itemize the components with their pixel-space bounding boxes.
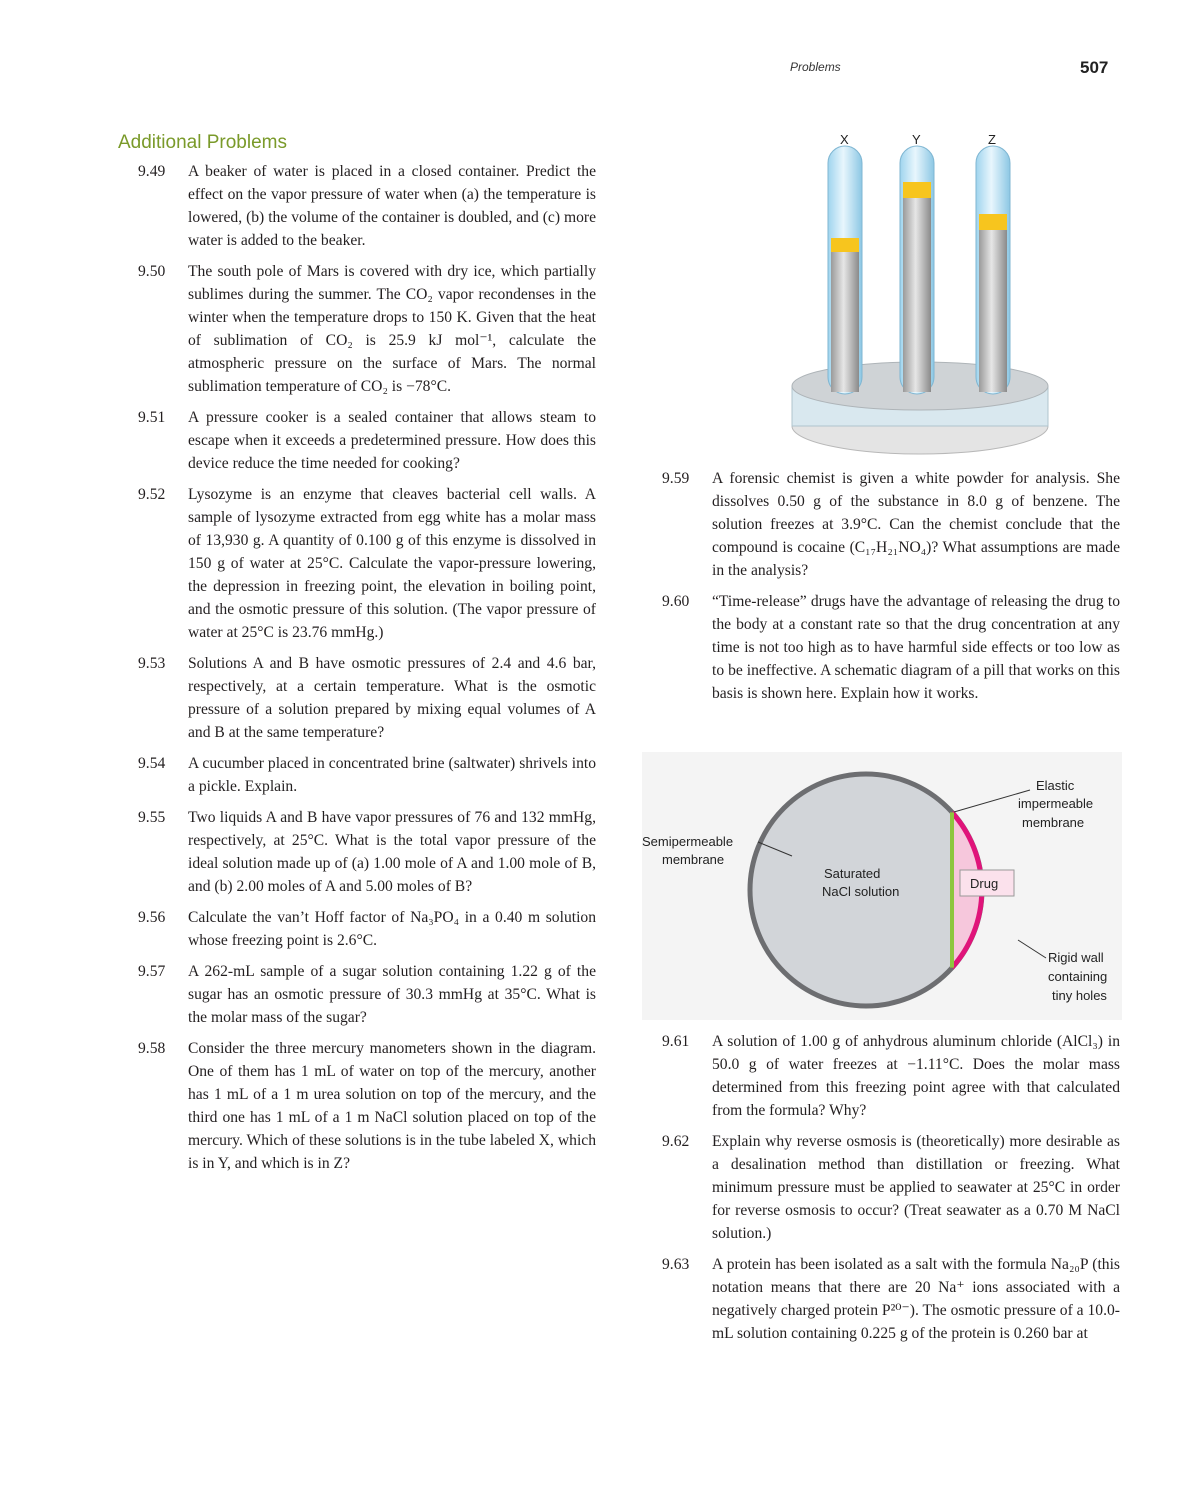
problem-9-58 (118, 1037, 596, 1175)
problem-text: Calculate the van’t Hoff factor of Na₃PO₄ in a 0.40 m solution whose freezing point is 2.6°C. (188, 909, 596, 949)
saturated-label-2: NaCl solution (822, 884, 900, 899)
elastic-label-2: impermeable (1018, 796, 1094, 811)
tube-x (828, 146, 862, 394)
tube-label-y: Y (912, 132, 921, 147)
right-column-top (648, 467, 1120, 713)
drug-label: Drug (970, 876, 999, 891)
problem-9-56 (118, 906, 596, 952)
problem-number: 9.55 (138, 809, 166, 826)
problem-number: 9.62 (662, 1133, 690, 1150)
problem-text: A beaker of water is placed in a closed container. Predict the effect on the vapor pressure of water when (a) the temperature is lowered, (b) the volume of the container is doubled, and (c) more water is added to the beaker. (188, 163, 596, 249)
problem-number: 9.61 (662, 1033, 690, 1050)
problem-text: Explain why reverse osmosis is (theoretically) more desirable as a desalination method than distillation or freezing. What minimum pressure must be applied to seawater at 25°C in order for reverse osmosis to occur? (Treat seawater as a 0.70 M NaCl solution.) (712, 1133, 1120, 1242)
problem-number: 9.51 (138, 409, 166, 426)
problem-text: “Time-release” drugs have the advantage of releasing the drug to the body at a constant rate so that the drug concentration at any time is not too high as to have harmful side effects or too low as to be ineffective. A schematic diagram of a pill that works on this basis is shown here. Explain how it works. (712, 593, 1120, 702)
problem-number: 9.63 (662, 1256, 690, 1273)
elastic-label-1: Elastic (1036, 778, 1075, 793)
problem-text: A protein has been isolated as a salt with the formula Na₂₀P (this notation means that there are 20 Na⁺ ions associated with a negatively charged protein P²⁰⁻). The osmotic pressure of a 10.0-mL solution containing 0.225 g of the protein is 0.260 bar at (712, 1256, 1120, 1342)
running-head: Problems (790, 60, 841, 74)
problem-number: 9.56 (138, 909, 166, 926)
problem-9-57 (118, 960, 596, 1029)
page-number: 507 (1080, 58, 1109, 77)
section-heading: Additional Problems (118, 132, 287, 153)
problem-9-60 (648, 590, 1120, 705)
problem-text: A solution of 1.00 g of anhydrous aluminum chloride (AlCl₃) in 50.0 g of water freezes at −1.11°C. Does the molar mass determined from this freezing point agree with that calculated from the formula? Why? (712, 1033, 1120, 1119)
rigid-label-3: tiny holes (1052, 988, 1107, 1003)
problem-number: 9.54 (138, 755, 166, 772)
problem-text: A forensic chemist is given a white powder for analysis. She dissolves 0.50 g of the substance in 8.0 g of benzene. The solution freezes at 3.9°C. Can the chemist conclude that the compound is cocaine (C₁₇H₂₁NO₄)? What assumptions are made in the analysis? (712, 470, 1120, 579)
rigid-leader (1018, 940, 1046, 958)
tube-label-x: X (840, 132, 849, 147)
rigid-label-1: Rigid wall (1048, 950, 1104, 965)
problem-text: A cucumber placed in concentrated brine (saltwater) shrivels into a pickle. Explain. (188, 755, 596, 795)
problem-number: 9.57 (138, 963, 166, 980)
tube-label-z: Z (988, 132, 996, 147)
rigid-label-2: containing (1048, 969, 1108, 984)
problem-text: Solutions A and B have osmotic pressures of 2.4 and 4.6 bar, respectively, at a certain temperature. What is the osmotic pressure of a solution prepared by mixing equal volumes of A and B at the same temperature? (188, 655, 596, 741)
problem-number: 9.59 (662, 470, 690, 487)
problem-text: Lysozyme is an enzyme that cleaves bacterial cell walls. A sample of lysozyme extracted from egg white has a molar mass of 13,930 g. A quantity of 0.100 g of this enzyme is dissolved in 150 g of water at 25°C. Calculate the vapor-pressure lowering, the depression in freezing point, the elevation in boiling point, and the osmotic pressure of this solution. (The vapor pressure of water at 25°C is 23.76 mmHg.) (188, 486, 596, 641)
problem-number: 9.49 (138, 163, 166, 180)
tube-y (900, 146, 934, 394)
tube-z (976, 146, 1010, 394)
problem-9-59 (648, 467, 1120, 582)
problem-9-62 (648, 1130, 1120, 1245)
right-column-bottom (648, 1030, 1120, 1353)
problem-text: A 262-mL sample of a sugar solution containing 1.22 g of the sugar has an osmotic pressure of 30.3 mmHg at 35°C. What is the molar mass of the sugar? (188, 963, 596, 1026)
elastic-label-3: membrane (1022, 815, 1085, 830)
problem-9-53 (118, 652, 596, 744)
problem-text: Two liquids A and B have vapor pressures of 76 and 132 mmHg, respectively, at 25°C. What is the total vapor pressure of the ideal solution made up of (a) 1.00 mole of A and 1.00 mole of B, and (b) 2.00 moles of A and 5.00 moles of B? (188, 809, 596, 895)
saturated-label-1: Saturated (824, 866, 881, 881)
problem-text: The south pole of Mars is covered with dry ice, which partially sublimes during the summer. The CO₂ vapor recondenses in the winter when the temperature drops to 150 K. Given that the heat of sublimation of CO₂ is 25.9 kJ mol⁻¹, calculate the atmospheric pressure on the surface of Mars. The normal sublimation temperature of CO₂ is −78°C. (188, 263, 596, 395)
problem-9-61 (648, 1030, 1120, 1122)
problem-text: A pressure cooker is a sealed container that allows steam to escape when it exceeds a predetermined pressure. How does this device reduce the time needed for cooking? (188, 409, 596, 472)
semipermeable-label-2: membrane (662, 852, 725, 867)
problem-9-51 (118, 406, 596, 475)
problem-number: 9.58 (138, 1040, 166, 1057)
problem-9-49 (118, 160, 596, 252)
problem-number: 9.53 (138, 655, 166, 672)
pill-figure (642, 752, 1122, 1020)
problem-9-63 (648, 1253, 1120, 1345)
manometer-figure (780, 128, 1060, 458)
problem-number: 9.52 (138, 486, 166, 503)
problem-text: Consider the three mercury manometers shown in the diagram. One of them has 1 mL of water on top of the mercury, another has 1 mL of a 1 m urea solution on top of the mercury, and the third one has 1 mL of a 1 m NaCl solution placed on top of the mercury. Which of these solutions is in the tube labeled X, which is in Y, and which is in Z? (188, 1040, 596, 1172)
problem-9-50 (118, 260, 596, 398)
problem-9-52 (118, 483, 596, 644)
left-column (118, 132, 596, 1183)
problem-9-55 (118, 806, 596, 898)
semipermeable-label-1: Semipermeable (642, 834, 734, 849)
problem-number: 9.50 (138, 263, 166, 280)
problem-9-54 (118, 752, 596, 798)
problem-number: 9.60 (662, 593, 690, 610)
